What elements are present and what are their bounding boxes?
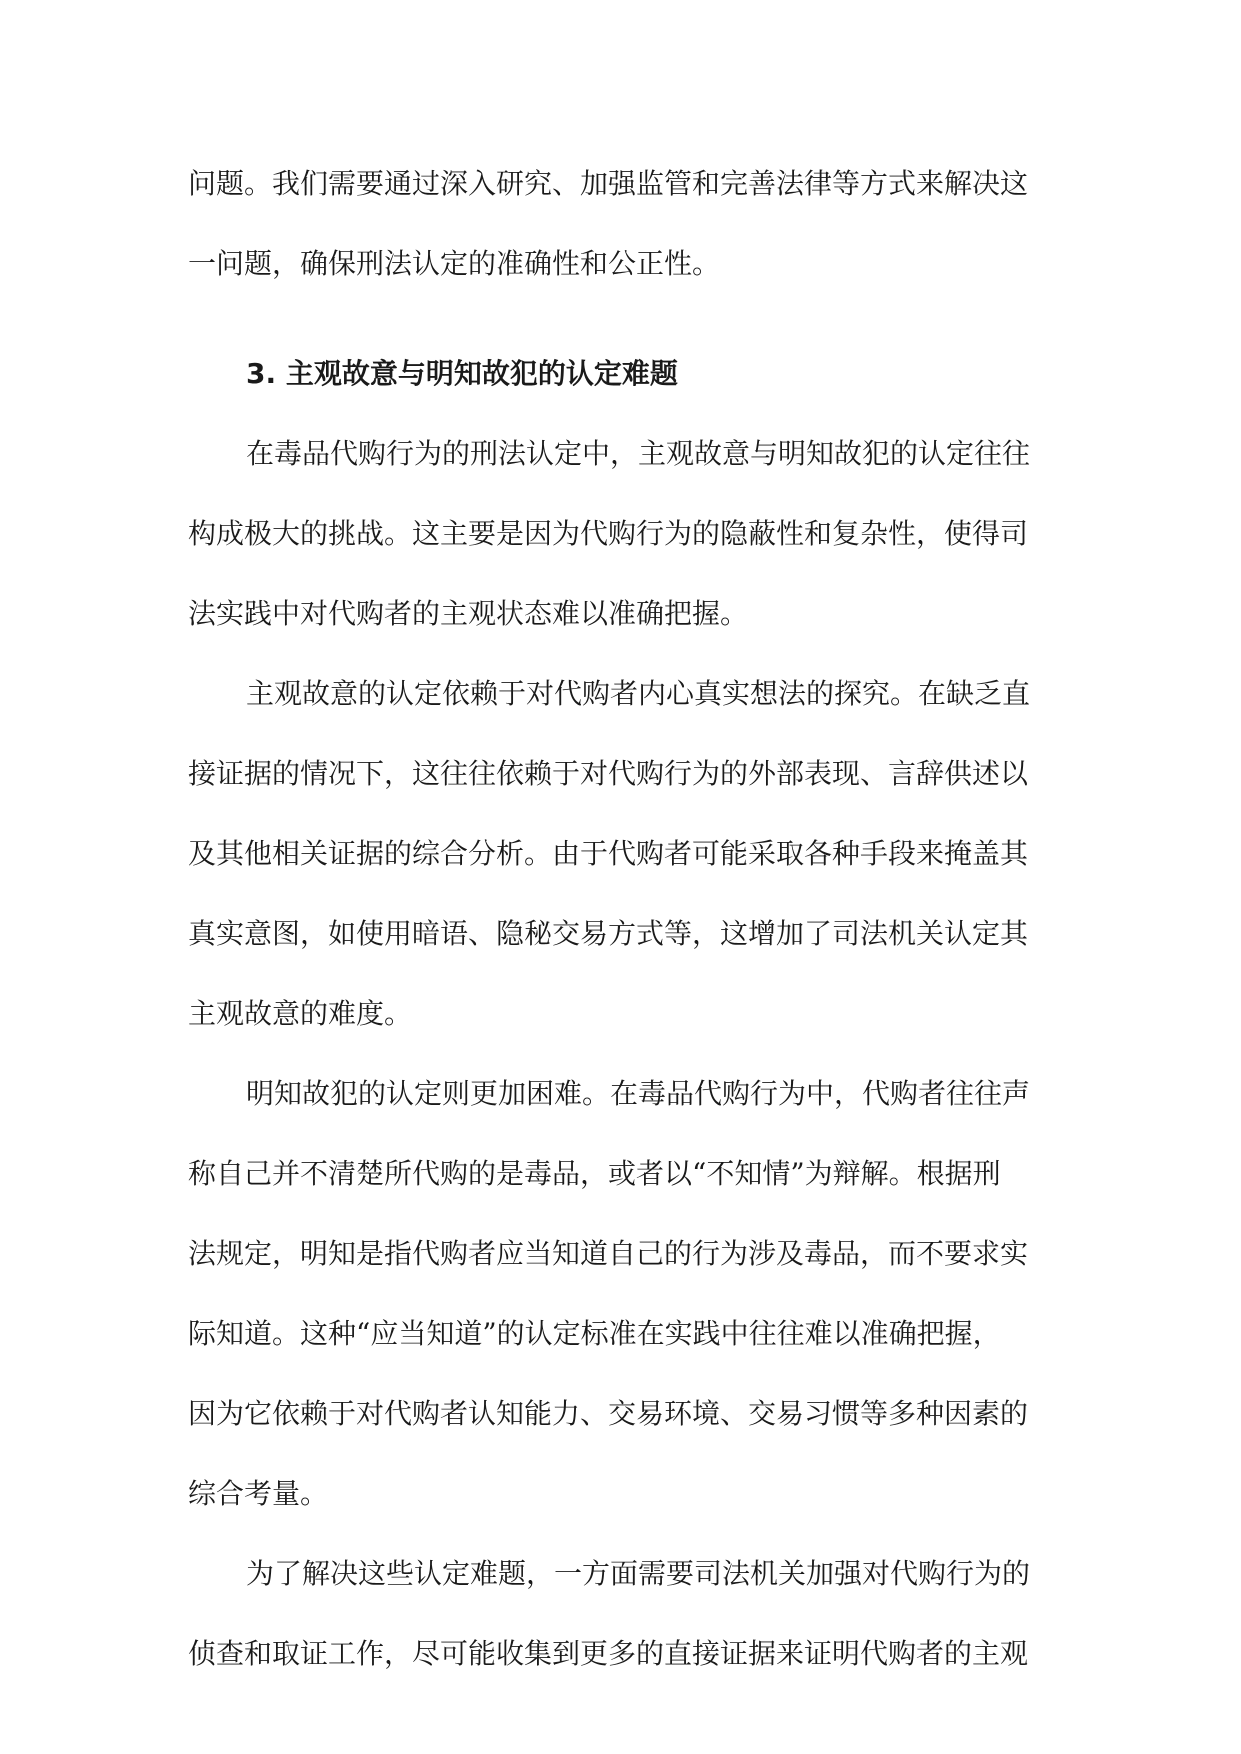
paragraph-2 bbox=[188, 654, 1056, 1054]
paragraph-4 bbox=[188, 1534, 1056, 1694]
text-line: 构成极大的挑战。这主要是因为代购行为的隐蔽性和复杂性，使得司 bbox=[188, 517, 1029, 550]
text-line: 际知道。这种“应当知道”的认定标准在实践中往往难以准确把握， bbox=[188, 1317, 1001, 1350]
continuation-paragraph bbox=[188, 144, 1056, 304]
paragraph-3 bbox=[188, 1054, 1056, 1534]
section-heading bbox=[188, 334, 1056, 414]
text-line: 因为它依赖于对代购者认知能力、交易环境、交易习惯等多种因素的 bbox=[188, 1397, 1029, 1430]
text-line: 主观故意的认定依赖于对代购者内心真实想法的探究。在缺乏直 bbox=[246, 677, 1031, 710]
text-line: 接证据的情况下，这往往依赖于对代购行为的外部表现、言辞供述以 bbox=[188, 757, 1029, 790]
text-line: 法实践中对代购者的主观状态难以准确把握。 bbox=[188, 597, 749, 630]
section-spacer bbox=[188, 304, 1056, 334]
paragraph-1 bbox=[188, 414, 1056, 654]
text-line: 侦查和取证工作，尽可能收集到更多的直接证据来证明代购者的主观 bbox=[188, 1637, 1029, 1670]
document-body bbox=[188, 144, 1056, 1694]
text-line: 综合考量。 bbox=[188, 1477, 329, 1510]
text-line: 及其他相关证据的综合分析。由于代购者可能采取各种手段来掩盖其 bbox=[188, 837, 1029, 870]
text-line: 法规定，明知是指代购者应当知道自己的行为涉及毒品，而不要求实 bbox=[188, 1237, 1029, 1270]
text-line: 在毒品代购行为的刑法认定中，主观故意与明知故犯的认定往往 bbox=[246, 437, 1031, 470]
text-line: 称自己并不清楚所代购的是毒品，或者以“不知情”为辩解。根据刑 bbox=[188, 1157, 1001, 1190]
section-heading-text: 3. 主观故意与明知故犯的认定难题 bbox=[246, 357, 678, 390]
text-line: 一问题，确保刑法认定的准确性和公正性。 bbox=[188, 247, 721, 280]
text-line: 真实意图，如使用暗语、隐秘交易方式等，这增加了司法机关认定其 bbox=[188, 917, 1029, 950]
text-line: 为了解决这些认定难题，一方面需要司法机关加强对代购行为的 bbox=[246, 1557, 1031, 1590]
text-line: 问题。我们需要通过深入研究、加强监管和完善法律等方式来解决这 bbox=[188, 167, 1029, 200]
text-line: 明知故犯的认定则更加困难。在毒品代购行为中，代购者往往声 bbox=[246, 1077, 1031, 1110]
text-line: 主观故意的难度。 bbox=[188, 997, 413, 1030]
